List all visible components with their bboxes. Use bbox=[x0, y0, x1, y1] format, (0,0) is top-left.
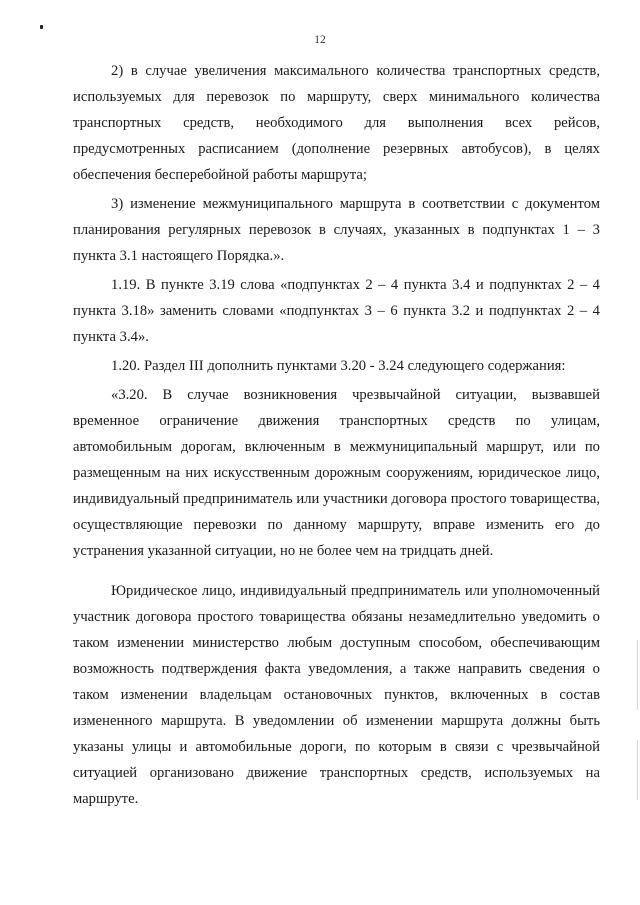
paragraph-item-1-20: 1.20. Раздел III дополнить пунктами 3.20 - 3.24 следующего содержания: bbox=[111, 358, 566, 374]
paragraph-clause-3-20: «3.20. В случае возникновения чрезвычайной ситуации, вызвавшей временное ограничение движения транспортных средств по улицам, автомобильным дорогам, включенным в межмуниципальный маршрут, или по размещенным на них искусственным дорожным сооружениям, юридическое лицо, индивидуальный предприниматель или участники договора простого товарищества, осуществляющие перевозки по данному маршруту, вправе изменить его до устранения указанной ситуации, но не более чем на тридцать дней. bbox=[73, 387, 600, 559]
scan-edge-mark bbox=[637, 740, 638, 800]
scan-edge-mark bbox=[637, 640, 638, 710]
paragraph-subitem-2: 2) в случае увеличения максимального количества транспортных средств, используемых для перевозок по маршруту, сверх минимального количества транспортных средств, необходимого для выполнения всех рейсов, предусмотренных расписанием (дополнение резервных автобусов), в целях обеспечения бесперебойной работы маршрута; bbox=[73, 63, 600, 183]
scan-artifact-dot bbox=[40, 25, 43, 29]
paragraph-item-1-19: 1.19. В пункте 3.19 слова «подпунктах 2 – 4 пункта 3.4 и подпунктах 2 – 4 пункта 3.18» заменить словами «подпунктах 3 – 6 пункта 3.2 и подпунктах 2 – 4 пункта 3.4». bbox=[73, 277, 600, 345]
page-number: 12 bbox=[314, 34, 326, 46]
document-body bbox=[73, 58, 600, 812]
paragraph-subitem-3: 3) изменение межмуниципального маршрута в соответствии с документом планирования регулярных перевозок в случаях, указанных в подпунктах 1 – 3 пункта 3.1 настоящего Порядка.». bbox=[73, 196, 600, 264]
paragraph-notification-duty: Юридическое лицо, индивидуальный предприниматель или уполномоченный участник договора простого товарищества обязаны незамедлительно уведомить о таком изменении министерство любым доступным способом, обеспечивающим возможность подтверждения факта уведомления, а также направить сведения о таком изменении владельцам остановочных пунктов, включенных в состав измененного маршрута. В уведомлении об изменении маршрута должны быть указаны улицы и автомобильные дороги, по которым в связи с чрезвычайной ситуацией организовано движение транспортных средств, используемых на маршруте. bbox=[73, 583, 600, 807]
